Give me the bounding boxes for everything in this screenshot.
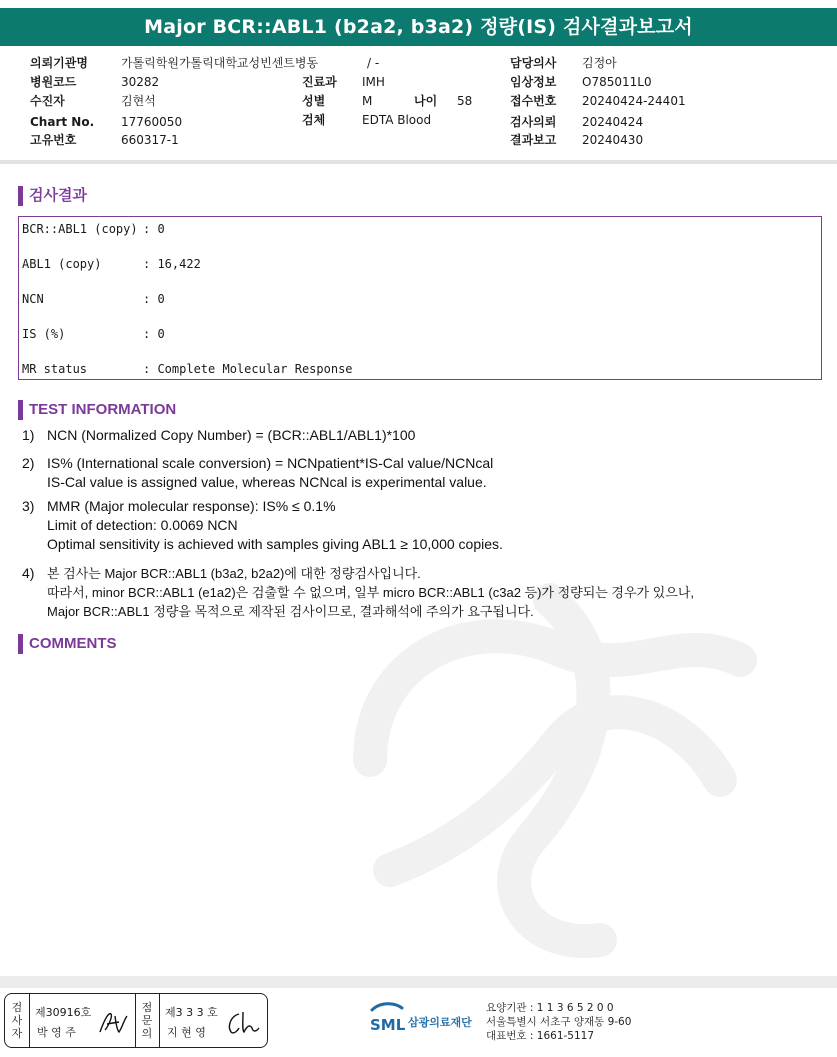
receipt-value: 20240424-24401 xyxy=(582,94,686,108)
info-text: 따라서, minor BCR::ABL1 (e1a2)은 검출할 수 없으며, 일부 micro BCR::ABL1 (c3a2 등)가 정량되는 경우가 있으나, xyxy=(47,585,695,600)
result-key: BCR::ABL1 (copy) xyxy=(22,222,138,236)
info-text: MMR (Major molecular response): IS% ≤ 0.1% xyxy=(47,498,336,514)
info-number: 3) xyxy=(22,498,35,514)
request-date-value: 20240424 xyxy=(582,115,644,129)
hospital-code-label: 병원코드 xyxy=(30,75,77,89)
tester-name: 박 영 주 xyxy=(37,1026,76,1039)
age-label: 나이 xyxy=(414,94,438,108)
report-date-label: 결과보고 xyxy=(510,133,557,147)
result-value: : 16,422 xyxy=(143,257,201,271)
result-key: IS (%) xyxy=(22,327,66,341)
test-info-heading: TEST INFORMATION xyxy=(18,400,176,420)
chart-no-value: 17760050 xyxy=(121,115,183,129)
sex-label: 성별 xyxy=(302,94,326,108)
hospital-code-value: 30282 xyxy=(121,75,160,89)
logo-text: SML xyxy=(370,1016,406,1034)
patient-value: 김현석 xyxy=(121,94,156,108)
phone-number: 대표번호 : 1661-5117 xyxy=(486,1030,595,1042)
facility-code: 요양기관 : 1 1 3 6 5 2 0 0 xyxy=(486,1002,614,1014)
info-number: 4) xyxy=(22,565,35,581)
checker-license: 제3 3 3 호 xyxy=(165,1006,218,1019)
unique-no-value: 660317-1 xyxy=(121,133,179,147)
info-text: Major BCR::ABL1 정량을 목적으로 제작된 검사이므로, 결과해석에 주의가 요구됩니다. xyxy=(47,604,534,619)
checker-label-char: 의 xyxy=(141,1027,153,1040)
institution-value: 가톨릭학원가톨릭대학교성빈센트병동 xyxy=(121,56,319,70)
chart-no-label: Chart No. xyxy=(30,115,95,129)
info-text: IS% (International scale conversion) = NCNpatient*IS-Cal value/NCNcal xyxy=(47,455,494,471)
signature-box xyxy=(4,993,268,1048)
result-row xyxy=(22,362,353,376)
doctor-label: 담당의사 xyxy=(510,56,557,70)
organization-address xyxy=(486,1001,631,1043)
checker-label-char: 점 xyxy=(141,1001,153,1014)
tester-label-cell xyxy=(5,994,30,1047)
patient-label: 수진자 xyxy=(30,94,65,108)
doctor-value: 김정아 xyxy=(582,56,617,70)
tester-cell xyxy=(29,994,136,1047)
result-value: : Complete Molecular Response xyxy=(143,362,353,376)
sml-logo-icon xyxy=(368,1000,408,1036)
dept-value: IMH xyxy=(362,75,385,89)
age-value: 58 xyxy=(457,94,473,108)
checker-label-cell xyxy=(135,994,160,1047)
result-key: MR status xyxy=(22,362,88,376)
header-divider xyxy=(0,160,837,164)
result-row xyxy=(22,257,201,271)
ward-value: / - xyxy=(367,56,380,70)
unique-no-label: 고유번호 xyxy=(30,133,77,147)
tester-signature-icon xyxy=(97,1008,131,1038)
specimen-value: EDTA Blood xyxy=(362,113,432,127)
institution-label: 의뢰기관명 xyxy=(30,56,88,70)
info-text: IS-Cal value is assigned value, whereas NCNcal is experimental value. xyxy=(47,474,487,490)
specimen-label: 검체 xyxy=(302,113,326,127)
info-number: 1) xyxy=(22,427,35,443)
result-row xyxy=(22,222,165,236)
results-box xyxy=(18,216,822,380)
tester-label-char: 사 xyxy=(11,1014,23,1027)
checker-name: 지 현 영 xyxy=(167,1026,206,1039)
tester-label-char: 자 xyxy=(11,1027,23,1040)
report-date-value: 20240430 xyxy=(582,133,644,147)
tester-license: 제30916호 xyxy=(35,1006,92,1019)
result-value: : 0 xyxy=(143,292,165,306)
organization-name: 삼광의료재단 xyxy=(408,1016,472,1029)
info-number: 2) xyxy=(22,455,35,471)
result-value: : 0 xyxy=(143,222,165,236)
info-text: Optimal sensitivity is achieved with samples giving ABL1 ≥ 10,000 copies. xyxy=(47,536,503,552)
report-title: Major BCR::ABL1 (b2a2, b3a2) 정량(IS) 검사결과보고서 xyxy=(0,8,837,46)
result-row xyxy=(22,327,165,341)
dept-label: 진료과 xyxy=(302,75,337,89)
footer-divider xyxy=(0,976,837,988)
result-row xyxy=(22,292,165,306)
checker-label-char: 문 xyxy=(141,1014,153,1027)
checker-cell xyxy=(159,994,267,1047)
request-date-label: 검사의뢰 xyxy=(510,115,557,129)
address-line: 서울특별시 서초구 양재동 9-60 xyxy=(486,1016,632,1028)
clinical-value: O785011L0 xyxy=(582,75,652,89)
checker-signature-icon xyxy=(225,1008,261,1038)
result-key: NCN xyxy=(22,292,44,306)
sex-value: M xyxy=(362,94,373,108)
report-header xyxy=(0,54,837,154)
result-value: : 0 xyxy=(143,327,165,341)
info-text: 본 검사는 Major BCR::ABL1 (b3a2, b2a2)에 대한 정량검사입니다. xyxy=(47,566,421,581)
info-text: NCN (Normalized Copy Number) = (BCR::ABL1/ABL1)*100 xyxy=(47,427,416,443)
clinical-label: 임상정보 xyxy=(510,75,557,89)
comments-heading: COMMENTS xyxy=(18,634,117,654)
receipt-label: 접수번호 xyxy=(510,94,557,108)
info-text: Limit of detection: 0.0069 NCN xyxy=(47,517,238,533)
results-heading: 검사결과 xyxy=(18,186,87,206)
result-key: ABL1 (copy) xyxy=(22,257,102,271)
tester-label-char: 검 xyxy=(11,1001,23,1014)
